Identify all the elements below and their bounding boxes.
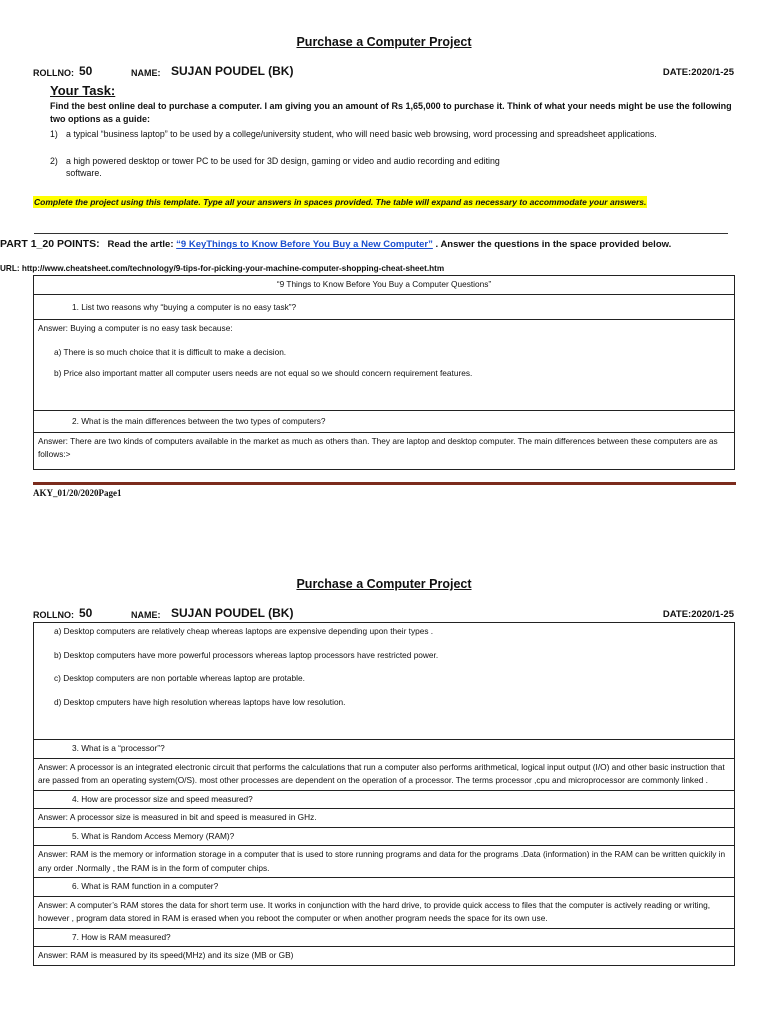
option-number: 2) [50, 156, 58, 166]
answer-6: Answer: A computer’s RAM stores the data for short term use. It works in conjunction with the hard drive, to provide quick access to files that the computer is actively reading or writing, however , program data stored in RAM is erased when you reboot the computer or when another program needs the space for its own use. [34, 896, 735, 928]
rollno-label: ROLLNO: [33, 68, 74, 78]
name-value: SUJAN POUDEL (BK) [171, 606, 294, 620]
table-title: “9 Things to Know Before You Buy a Computer Questions” [34, 276, 735, 295]
task-intro: Find the best online deal to purchase a computer. I am giving you an amount of Rs 1,65,000 to purchase it. Think of what your needs might be use the following two options as a guide: [50, 101, 732, 124]
question-6: 6. What is RAM function in a computer? [34, 878, 735, 897]
question-5: 5. What is Random Access Memory (RAM)? [34, 827, 735, 846]
read-label: Read the artle: [107, 239, 174, 250]
answer-1 [34, 320, 735, 411]
name-label: NAME: [131, 610, 161, 620]
answer-5: Answer: RAM is the memory or information storage in a computer that is used to store running programs and data for the programs .Data (information) in the RAM can be written quickily in any order .Normally , the RAM is in the form of computer chips. [34, 846, 735, 878]
answer-3: Answer: A processor is an integrated electronic circuit that performs the calculations that run a computer also performs arithmetical, logical input output (I/O) and other basic instruction that are passed from an operating system(O/S). most other processes are dependent on the operation of a processor. The terms processor ,cpu and microprocessor are commonly linked . [34, 758, 735, 790]
part-label: PART 1_20 POINTS: [0, 238, 100, 250]
answer-2-item: b) Desktop computers have more powerful processors whereas laptop processors have restricted power. [54, 649, 439, 660]
page-footer: AKY_01/20/2020Page1 [33, 488, 122, 498]
question-1: 1. List two reasons why “buying a computer is no easy task”? [34, 294, 735, 320]
answer-2-item: c) Desktop computers are non portable whereas laptop are protable. [54, 673, 305, 683]
page-gap [0, 500, 768, 540]
answer-4: Answer: A processor size is measured in bit and speed is measured in GHz. [34, 809, 735, 828]
page-1 [0, 0, 768, 500]
question-3: 3. What is a “processor”? [34, 740, 735, 759]
name-label: NAME: [131, 68, 161, 78]
part-1-instructions [0, 238, 768, 250]
article-link[interactable]: “9 KeyThings to Know Before You Buy a New Computer” [176, 239, 433, 250]
rollno-value: 50 [79, 606, 93, 620]
questions-table-continued [33, 622, 735, 966]
answer-1-intro: Answer: Buying a computer is no easy task because: [38, 323, 233, 333]
answer-2-item: d) Desktop cmputers have high resolution whereas laptops have low resolution. [54, 696, 346, 707]
page-2 [0, 540, 768, 1024]
rollno-label: ROLLNO: [33, 610, 74, 620]
name-value: SUJAN POUDEL (BK) [171, 64, 294, 78]
rollno-value: 50 [79, 64, 93, 78]
student-header [33, 64, 734, 80]
page-title: Purchase a Computer Project [296, 577, 472, 591]
student-header [33, 606, 734, 622]
answer-1-item: b) Price also important matter all computer users needs are not equal so we should concern requirement features. [54, 368, 473, 378]
question-7: 7. How is RAM measured? [34, 928, 735, 947]
instructions-highlight: Complete the project using this template. Type all your answers in spaces provided. The table will expand as necessary to accommodate your answers. [34, 197, 647, 207]
footer-rule [33, 482, 736, 485]
option-text: a typical “business laptop” to be used by a college/university student, who will need basic web browsing, word processing and spreadsheet applications. [66, 129, 657, 139]
date: DATE:2020/1-25 [662, 609, 734, 620]
page-title: Purchase a Computer Project [296, 35, 472, 49]
answer-2-continued [34, 623, 735, 740]
option-number: 1) [50, 129, 58, 139]
date: DATE:2020/1-25 [662, 67, 734, 78]
answer-7: Answer: RAM is measured by its speed(MHz) and its size (MB or GB) [34, 947, 735, 966]
article-url[interactable]: URL: http://www.cheatsheet.com/technology/9-tips-for-picking-your-machine-computer-shopping-cheat-sheet.htm [0, 264, 445, 273]
question-4: 4. How are processor size and speed measured? [34, 790, 735, 809]
task-heading: Your Task: [50, 83, 116, 98]
divider [34, 233, 728, 234]
questions-table [33, 275, 735, 470]
answer-1-item: a) There is so much choice that it is difficult to make a decision. [54, 346, 287, 357]
option-text: a high powered desktop or tower PC to be used for 3D design, gaming or video and audio recording and editing software. [66, 156, 500, 178]
part-instructions: . Answer the questions in the space provided below. [435, 239, 672, 250]
answer-2: Answer: There are two kinds of computers available in the market as much as others than. They are laptop and desktop computer. The main differences between these computers are as follows:> [34, 432, 735, 469]
question-2: 2. What is the main differences between the two types of computers? [34, 411, 735, 433]
answer-2-item: a) Desktop computers are relatively cheap whereas laptops are expensive depending upon their types . [54, 626, 434, 636]
